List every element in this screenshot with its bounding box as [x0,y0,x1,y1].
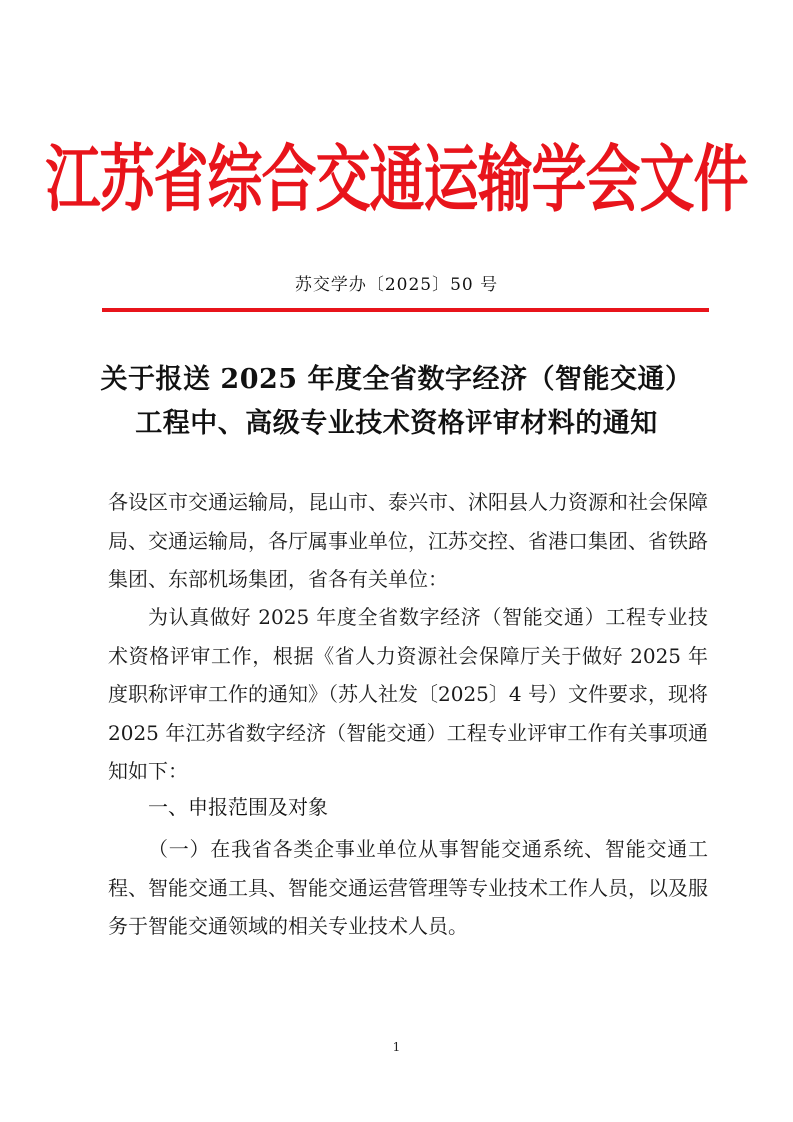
document-title-line-1: 关于报送 2025 年度全省数字经济（智能交通） [100,364,693,395]
section-heading-1: 一、申报范围及对象 [148,795,328,819]
issuer-header: 江苏省综合交通运输学会文件 [45,137,748,222]
addressees-paragraph: 各设区市交通运输局，昆山市、泰兴市、沭阳县人力资源和社会保障局、交通运输局，各厅属事业单位，江苏交控、省港口集团、省铁路集团、东部机场集团，省各有关单位： [108,490,708,591]
section-1-item-1: （一）在我省各类企事业单位从事智能交通系统、智能交通工程、智能交通工具、智能交通运营管理等专业技术工作人员，以及服务于智能交通领域的相关专业技术人员。 [108,837,708,938]
document-number: 苏交学办〔2025〕50 号 [294,275,499,295]
intro-paragraph: 为认真做好 2025 年度全省数字经济（智能交通）工程专业技术资格评审工作，根据《省人力资源社会保障厅关于做好 2025 年度职称评审工作的通知》（苏人社发〔2025〕4 号）文件要求，现将 2025 年江苏省数字经济（智能交通）工程专业评审工作有关事项通知如下： [108,605,708,783]
document-title-line-2: 工程中、高级专业技术资格评审材料的通知 [135,408,658,439]
red-divider-rule [102,308,709,312]
page-number: 1 [392,1040,401,1054]
